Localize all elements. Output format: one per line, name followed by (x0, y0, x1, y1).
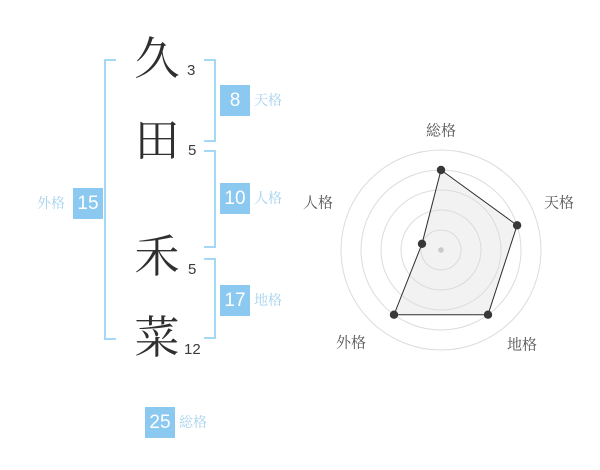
name-char-4: 菜 (134, 312, 180, 363)
radar-center-dot (438, 247, 444, 253)
gaikaku-value-box: 15 (73, 188, 103, 219)
stroke-count-4: 12 (184, 341, 201, 358)
radar-axis-label: 人格 (302, 194, 334, 212)
radar-vertex-dot (484, 311, 492, 319)
radar-chart (300, 108, 600, 392)
name-char-3: 禾 (134, 231, 180, 282)
jinkaku-label: 人格 (254, 190, 282, 206)
stroke-count-3: 5 (188, 261, 197, 278)
radar-vertex-dot (513, 221, 521, 229)
chikaku-label: 地格 (254, 292, 282, 308)
jinkaku-bracket (204, 150, 216, 248)
radar-axis-label: 天格 (543, 194, 575, 212)
radar-axis-label: 総格 (425, 122, 457, 140)
tenkaku-value-box: 8 (220, 85, 250, 116)
jinkaku-value-box: 10 (220, 183, 250, 214)
gaikaku-bracket (104, 59, 116, 340)
tenkaku-label: 天格 (254, 92, 282, 108)
stroke-count-2: 5 (188, 142, 197, 159)
radar-vertex-dot (418, 240, 426, 248)
chikaku-value-box: 17 (220, 285, 250, 316)
radar-axis-label: 地格 (506, 336, 538, 354)
name-char-1: 久 (134, 33, 180, 84)
stroke-count-1: 3 (187, 62, 196, 79)
radar-vertex-dot (390, 311, 398, 319)
chikaku-bracket (204, 258, 216, 339)
gaikaku-label: 外格 (37, 195, 65, 211)
soukaku-value-box: 25 (145, 407, 175, 438)
tenkaku-bracket (204, 59, 216, 142)
name-char-2: 田 (134, 115, 180, 166)
radar-polygon (394, 170, 517, 315)
radar-vertex-dot (437, 166, 445, 174)
soukaku-label: 総格 (179, 414, 207, 430)
radar-axis-label: 外格 (335, 334, 367, 352)
